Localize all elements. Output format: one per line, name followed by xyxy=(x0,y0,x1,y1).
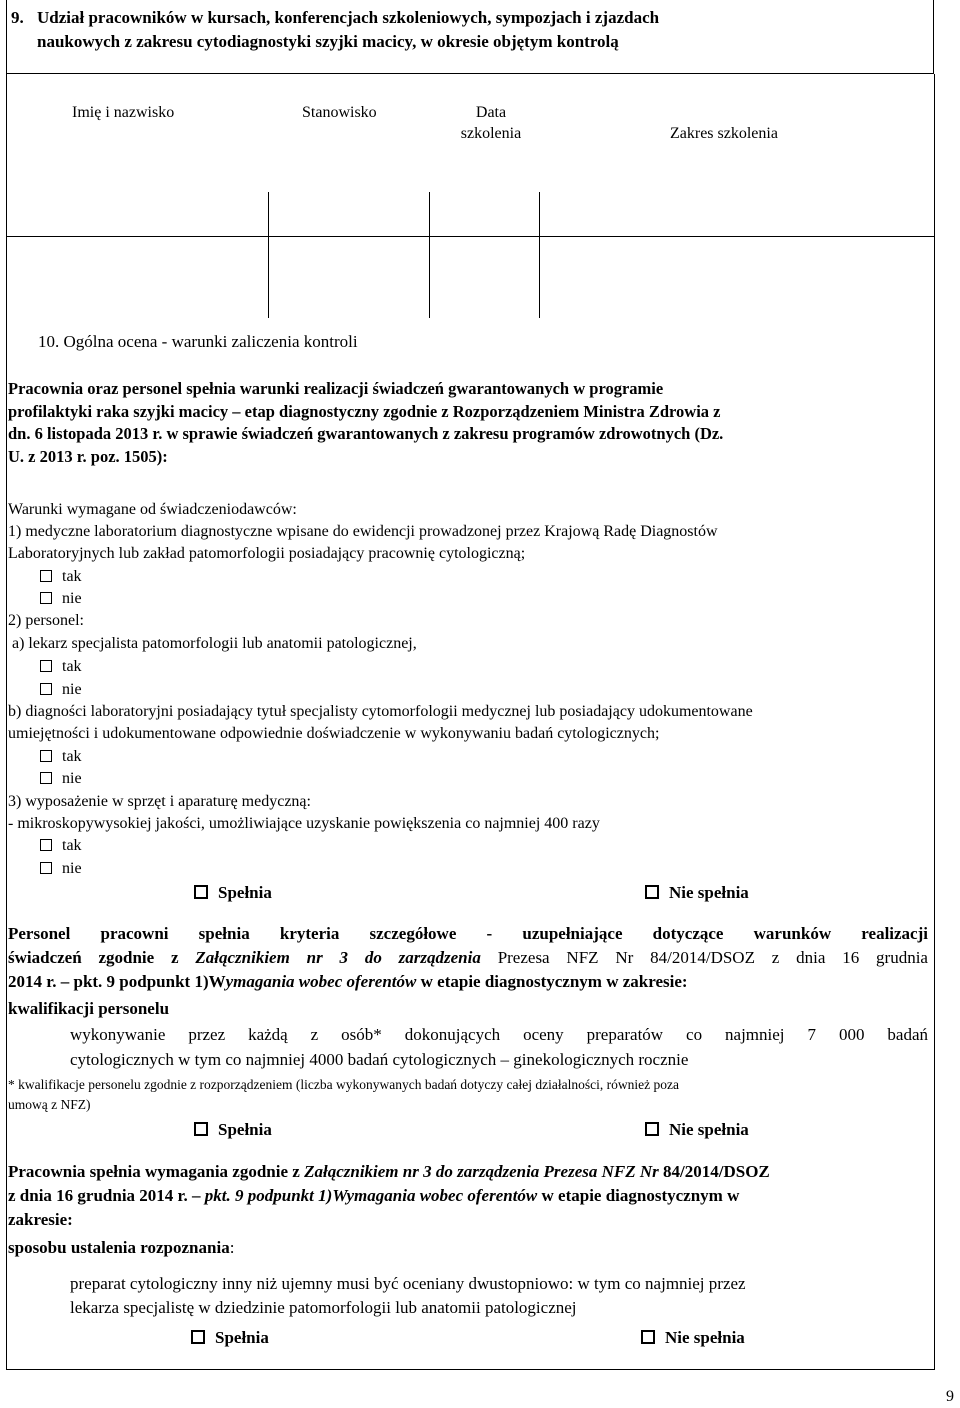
checkbox-icon[interactable] xyxy=(40,683,52,695)
req2b-option-no[interactable]: nie xyxy=(40,768,82,790)
req1-option-no[interactable]: nie xyxy=(40,588,82,610)
not-meets-option-3[interactable]: Nie spełnia xyxy=(641,1327,745,1350)
col-header-name: Imię i nazwisko xyxy=(72,104,175,121)
col-header-date: Data szkolenia xyxy=(460,104,522,142)
meets-option-2[interactable]: Spełnia xyxy=(194,1119,272,1142)
table-border-right xyxy=(934,74,935,318)
checkbox-icon[interactable] xyxy=(191,1330,205,1344)
requirement-2b: b) diagności laboratoryjni posiadający tytuł specjalisty cytomorfologii medycznej lub posiadający udokumentowane umiejętności i udokumentowane odpowiednie doświadczenie w wykonywaniu badań cytologicznych; xyxy=(8,703,753,742)
req1-option-yes[interactable]: tak xyxy=(40,566,82,588)
meets-option-1[interactable]: Spełnia xyxy=(194,882,272,905)
checkbox-icon[interactable] xyxy=(40,570,52,582)
checkbox-icon[interactable] xyxy=(40,592,52,604)
section-10-title: 10. Ogólna ocena - warunki zaliczenia kontroli xyxy=(38,332,358,351)
not-meets-option-1[interactable]: Nie spełnia xyxy=(645,882,749,905)
checkbox-icon[interactable] xyxy=(194,885,208,899)
req3-option-no[interactable]: nie xyxy=(40,858,82,880)
requirement-2: 2) personel: xyxy=(8,612,84,629)
not-meets-option-2[interactable]: Nie spełnia xyxy=(645,1119,749,1142)
checkbox-icon[interactable] xyxy=(40,660,52,672)
checkbox-icon[interactable] xyxy=(641,1330,655,1344)
page-number: 9 xyxy=(946,1388,954,1405)
req2a-option-no[interactable]: nie xyxy=(40,679,82,701)
diagnosis-method-text: preparat cytologiczny inny niż ujemny musi być oceniany dwustopniowo: w tym co najmniej przez lekarza specjalistę w dziedzinie patomorfologii lub anatomii patologicznej xyxy=(70,1274,746,1317)
req2b-option-yes[interactable]: tak xyxy=(40,746,82,768)
qualifications-title: kwalifikacji personelu xyxy=(8,999,170,1018)
requirement-3: 3) wyposażenie w sprzęt i aparaturę medyczną: xyxy=(8,793,311,810)
table-divider xyxy=(429,192,430,318)
section-9-number: 9. xyxy=(11,8,24,27)
checkbox-icon[interactable] xyxy=(645,1122,659,1136)
section-9-header xyxy=(6,0,934,74)
checkbox-icon[interactable] xyxy=(40,750,52,762)
section-9-title: 9. Udział pracowników w kursach, konferencjach szkoleniowych, sympozjach i zjazdach naukowych z zakresu cytodiagnostyki szyjki macicy, w okresie objętym kontrolą xyxy=(11,8,660,51)
diagnosis-method-title: sposobu ustalenia rozpoznania: xyxy=(8,1238,235,1257)
col-header-scope: Zakres szkolenia xyxy=(670,125,778,142)
req2a-option-yes[interactable]: tak xyxy=(40,656,82,678)
section-10-intro: Pracownia oraz personel spełnia warunki realizacji świadczeń gwarantowanych w programie profilaktyki raka szyjki macicy – etap diagnostyczny zgodnie z Rozporządzeniem Ministra Zdrowia z dn. 6 listopada 2013 r. w sprawie świadczeń gwarantowanych z zakresu programów zdrowotnych (Dz. U. z 2013 r. poz. 1505): xyxy=(8,379,724,466)
table-divider xyxy=(539,192,540,318)
meets-option-3[interactable]: Spełnia xyxy=(191,1327,269,1350)
qualifications-text: wykonywanie przez każdą z osób* dokonujących oceny preparatów co najmniej 7 000 badań cytologicznych w tym co najmniej 4000 badań cytologicznych – ginekologicznych rocznie xyxy=(70,1025,928,1069)
col-header-position: Stanowisko xyxy=(302,104,377,121)
requirement-2a: a) lekarz specjalista patomorfologii lub anatomii patologicznej, xyxy=(12,635,417,652)
qualifications-footnote: * kwalifikacje personelu zgodnie z rozporządzeniem (liczba wykonywanych badań dotyczy całej działalności, również poza umową z NFZ) xyxy=(8,1077,679,1112)
table-row-divider xyxy=(6,236,934,237)
table-divider xyxy=(268,192,269,318)
requirements-title: Warunki wymagane od świadczeniodawców: xyxy=(8,501,297,518)
checkbox-icon[interactable] xyxy=(194,1122,208,1136)
lab-requirements: Pracownia spełnia wymagania zgodnie z Załącznikiem nr 3 do zarządzenia Prezesa NFZ Nr 84/2014/DSOZ z dnia 16 grudnia 2014 r. – pkt. 9 podpunkt 1)Wymagania wobec oferentów w etapie diagnostycznym w zakresie: xyxy=(8,1162,770,1229)
checkbox-icon[interactable] xyxy=(40,839,52,851)
checkbox-icon[interactable] xyxy=(40,862,52,874)
personnel-criteria: Personel pracowni spełnia kryteria szczegółowe - uzupełniające dotyczące warunków realizacji świadczeń zgodnie z Załącznikiem nr 3 do zarządzenia Prezesa NFZ Nr 84/2014/DSOZ z dnia 16 grudnia 2014 r. – pkt. 9 podpunkt 1)Wymagania wobec oferentów w etapie diagnostycznym w zakresie: xyxy=(8,924,928,991)
requirement-1: 1) medyczne laboratorium diagnostyczne wpisane do ewidencji prowadzonej przez Krajową Radę Diagnostów Laboratoryjnych lub zakład patomorfologii posiadający pracownię cytologiczną; xyxy=(8,523,718,562)
training-table xyxy=(6,74,934,318)
checkbox-icon[interactable] xyxy=(645,885,659,899)
table-border-left xyxy=(6,74,7,318)
req3-option-yes[interactable]: tak xyxy=(40,835,82,857)
checkbox-icon[interactable] xyxy=(40,772,52,784)
requirement-3-item: - mikroskopywysokiej jakości, umożliwiające uzyskanie powiększenia co najmniej 400 razy xyxy=(8,815,600,832)
